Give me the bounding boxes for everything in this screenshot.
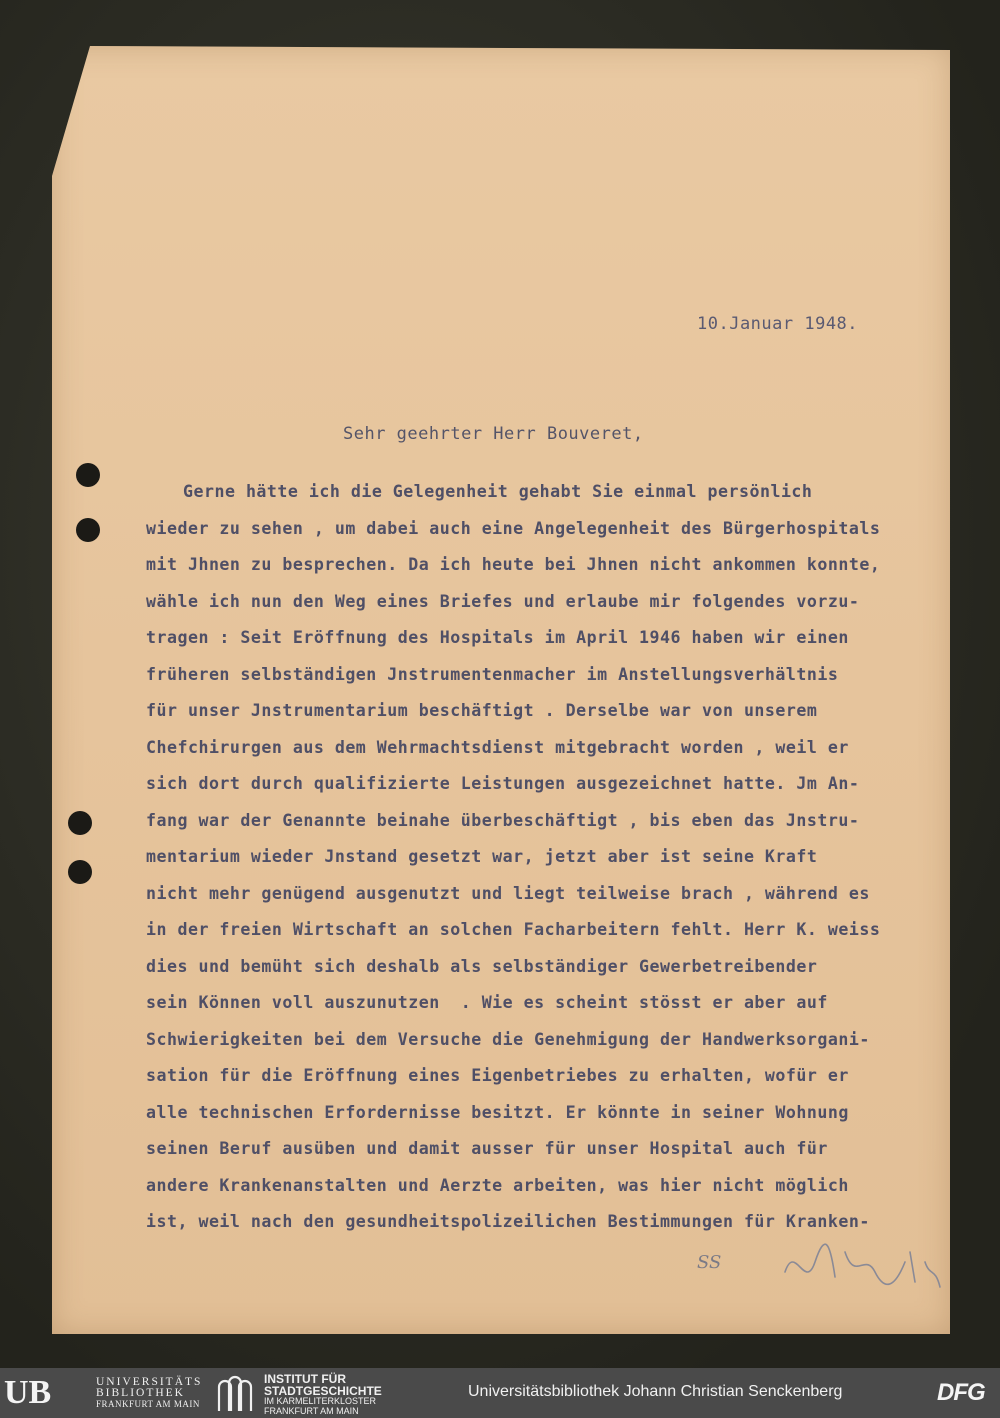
body-line: Chefchirurgen aus dem Wehrmachtsdienst mitgebracht worden , weil er xyxy=(146,737,849,757)
isg-logo-text xyxy=(264,1374,382,1416)
body-line: alle technischen Erfordernisse besitzt. Er könnte in seiner Wohnung xyxy=(146,1102,849,1122)
punch-hole xyxy=(68,860,92,884)
body-line: Schwierigkeiten bei dem Versuche die Genehmigung der Handwerksorgani- xyxy=(146,1029,870,1049)
body-line: seinen Beruf ausüben und damit ausser für unser Hospital auch für xyxy=(146,1139,828,1158)
isg-line: INSTITUT FÜR xyxy=(264,1372,346,1386)
ub-line: BIBLIOTHEK xyxy=(96,1387,185,1399)
isg-line: FRANKFURT AM MAIN xyxy=(264,1405,359,1416)
footer-bar xyxy=(0,1368,1000,1418)
library-title[interactable]: Universitätsbibliothek Johann Christian Senckenberg xyxy=(468,1383,843,1400)
body-line: früheren selbständigen Jnstrumentenmacher im Anstellungsverhältnis xyxy=(146,664,839,684)
body-line: für unser Jnstrumentarium beschäftigt . Derselbe war von unserem xyxy=(146,701,818,720)
ub-logo-icon[interactable]: UB xyxy=(4,1374,52,1411)
ub-line: UNIVERSITÄTS xyxy=(96,1376,203,1388)
body-line: mit Jhnen zu besprechen. Da ich heute bei Jhnen nicht ankommen konnte, xyxy=(146,555,881,574)
ub-logo-text xyxy=(96,1377,202,1410)
punch-hole xyxy=(76,463,100,487)
dfg-logo[interactable]: DFG xyxy=(937,1379,985,1406)
body-line: andere Krankenanstalten und Aerzte arbeiten, was hier nicht möglich xyxy=(146,1175,849,1195)
isg-line: STADTGESCHICHTE xyxy=(264,1383,382,1398)
punch-hole xyxy=(76,518,100,542)
body-line: tragen : Seit Eröffnung des Hospitals im April 1946 haben wir einen xyxy=(146,628,849,647)
body-line: wähle ich nun den Weg eines Briefes und erlaube mir folgendes vorzu- xyxy=(146,591,860,611)
punch-hole xyxy=(68,811,92,835)
body-line: sich dort durch qualifizierte Leistungen ausgezeichnet hatte. Jm An- xyxy=(146,774,860,793)
ub-line: FRANKFURT AM MAIN xyxy=(96,1399,200,1409)
body-line: ist, weil nach den gesundheitspolizeilichen Bestimmungen für Kranken- xyxy=(146,1212,870,1231)
body-line: fang war der Genannte beinahe überbeschäftigt , bis eben das Jnstru- xyxy=(146,810,860,830)
body-line: Gerne hätte ich die Gelegenheit gehabt Sie einmal persönlich xyxy=(183,482,813,501)
body-line: wieder zu sehen , um dabei auch eine Angelegenheit des Bürgerhospitals xyxy=(146,518,881,538)
isg-arches-icon[interactable] xyxy=(215,1373,255,1413)
isg-line: IM KARMELITERKLOSTER xyxy=(264,1396,377,1406)
body-line: mentarium wieder Jnstand gesetzt war, jetzt aber ist seine Kraft xyxy=(146,847,818,866)
letter-salutation: Sehr geehrter Herr Bouveret, xyxy=(343,424,644,444)
letter-date: 10.Januar 1948. xyxy=(697,314,859,334)
body-line: nicht mehr genügend ausgenutzt und liegt teilweise brach , während es xyxy=(146,883,870,903)
body-line: sation für die Eröffnung eines Eigenbetriebes zu erhalten, wofür er xyxy=(146,1066,849,1085)
signature-scribble xyxy=(775,1232,945,1302)
handwritten-initials: SS xyxy=(697,1252,722,1273)
letter-body xyxy=(146,478,956,1245)
body-line: in der freien Wirtschaft an solchen Facharbeitern fehlt. Herr K. weiss xyxy=(146,920,881,939)
body-line: dies und bemüht sich deshalb als selbständiger Gewerbetreibender xyxy=(146,956,818,976)
body-line: sein Können voll auszunutzen . Wie es scheint stösst er aber auf xyxy=(146,993,828,1012)
